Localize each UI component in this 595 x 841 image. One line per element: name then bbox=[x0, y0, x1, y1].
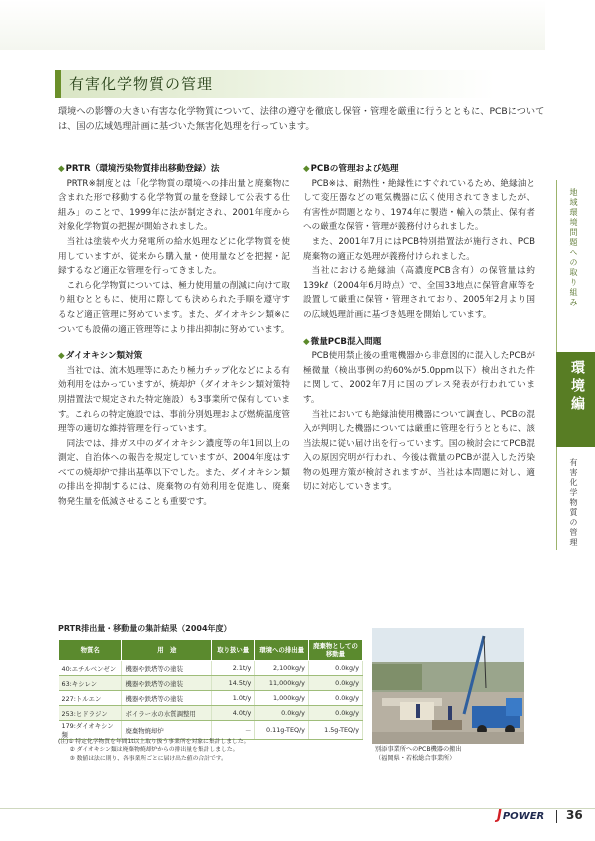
table-cell: 179:ダイオキシン類 bbox=[59, 721, 122, 740]
table-cell: ボイラー水の水質調整用 bbox=[122, 706, 212, 721]
pcb-transport-photo bbox=[372, 628, 524, 744]
header-band bbox=[0, 0, 545, 50]
dioxin-paragraph-2: 同法では、排ガス中のダイオキシン濃度等の年1回以上の測定、自治体への報告を規定していますが、2004年度はすべての焼却炉で排出基準以下でした。また、ダイオキシン類の排出を抑制するには、廃棄物の有効利用を促進し、廃棄物発生量を低減させることも重要です。 bbox=[58, 438, 290, 508]
left-column bbox=[58, 160, 290, 510]
table-cell: 機器や鉄塔等の塗装 bbox=[122, 691, 212, 706]
section-title bbox=[55, 70, 495, 98]
table-header-cell: 物質名 bbox=[59, 640, 122, 661]
table-cell: 機器や鉄塔等の塗装 bbox=[122, 661, 212, 676]
pcb-paragraph-3: 当社における絶縁油（高濃度PCB含有）の保管量は約139kℓ（2004年6月時点）で、全国33地点に保管倉庫等を設置して厳重に保管・管理されており、2005年2月より国の広域処理計画に基づき処理を開始しています。 bbox=[303, 266, 535, 320]
table-cell: 0.0kg/y bbox=[308, 706, 362, 721]
table-cell: 廃棄物焼却炉 bbox=[122, 721, 212, 740]
table-cell: 253:ヒドラジン bbox=[59, 706, 122, 721]
pcb-paragraph-1: PCB※は、耐熱性・絶縁性にすぐれているため、絶縁油として変圧器などの電気機器に広く使用されてきましたが、有害性が問題となり、1974年に製造・輸入の禁止、保有者への厳重な保管・管理が義務付けられました。 bbox=[303, 178, 535, 233]
table-row bbox=[59, 676, 363, 691]
table-cell: 2.1t/y bbox=[212, 661, 255, 676]
table-cell: 1.5g-TEQ/y bbox=[308, 721, 362, 740]
table-cell: 0.0kg/y bbox=[255, 706, 309, 721]
table-cell: 0.0kg/y bbox=[308, 691, 362, 706]
pcb-paragraph-2: また、2001年7月にはPCB特別措置法が施行され、PCB廃棄物の適正な処理が義務付けられました。 bbox=[303, 236, 535, 262]
dioxin-paragraph-1: 当社では、流木処理等にあたり極力チップ化などによる有効利用をはかっていますが、焼却炉（ダイオキシン類対策特別措置法で規定された特定施設）も3事業所で保有しています。これらの特定施設では、事前分別処理および燃焼温度管理等の適切な維持管理を行っています。 bbox=[58, 365, 290, 435]
table-row bbox=[59, 691, 363, 706]
table-header-cell: 取り扱い量 bbox=[212, 640, 255, 661]
table-cell: 2,100kg/y bbox=[255, 661, 309, 676]
jpower-logo bbox=[497, 808, 544, 823]
table-cell: － bbox=[212, 721, 255, 740]
crane-photo-illustration bbox=[372, 628, 524, 744]
trace-pcb-heading: ◆微量PCB混入問題 bbox=[303, 336, 382, 347]
table-header-cell: 廃棄物としての移動量 bbox=[308, 640, 362, 661]
diamond-bullet-icon: ◆ bbox=[303, 164, 310, 174]
prtr-paragraph-3: これら化学物質については、極力使用量の削減に向けて取り組むとともに、使用に際しても決められた手順を遵守するなど適正管理に努めています。また、ダイオキシン類※についても設備の適正管理等により排出抑制に努めています。 bbox=[58, 280, 290, 335]
table-row bbox=[59, 706, 363, 721]
right-column bbox=[303, 160, 535, 495]
page-number: 36 bbox=[566, 808, 583, 822]
page-title: 有害化学物質の管理 bbox=[69, 75, 214, 93]
title-accent-bar bbox=[55, 70, 61, 98]
side-rail-section-tab bbox=[556, 352, 595, 447]
table-title: PRTR排出量・移動量の集計結果（2004年度） bbox=[58, 624, 232, 633]
table-header-row bbox=[59, 640, 363, 661]
logo-text: POWER bbox=[502, 811, 545, 822]
dioxin-heading: ◆ダイオキシン類対策 bbox=[58, 351, 143, 362]
prtr-paragraph-1: PRTR※制度とは「化学物質の環境への排出量と廃棄物に含まれた形で移動する化学物質の量を登録して公表する仕組み」のことで、1999年に法が制定され、2001年度から対象化学物質の把握が開始されました。 bbox=[58, 178, 290, 233]
table-cell: 0.0kg/y bbox=[308, 661, 362, 676]
table-header-cell: 環境への排出量 bbox=[255, 640, 309, 661]
table-row bbox=[59, 661, 363, 676]
prtr-heading: ◆PRTR（環境汚染物質排出移動登録）法 bbox=[58, 164, 220, 174]
table-notes bbox=[58, 738, 368, 763]
pcb-heading: ◆PCBの管理および処理 bbox=[303, 164, 399, 174]
table-cell: 機器や鉄塔等の塗装 bbox=[122, 676, 212, 691]
table-note: ③ 数値は法に則り、各事業所ごとに届け出た値の合計です。 bbox=[58, 755, 227, 762]
table-cell: 1,000kg/y bbox=[255, 691, 309, 706]
table-note: (注)① 特定化学物質を年間1t以上取り扱う事業所を対象に集計しました。 bbox=[58, 739, 250, 745]
side-rail-chapter: 地域環境問題への取り組み bbox=[569, 188, 578, 308]
trace-pcb-paragraph-2: 当社においても絶縁油使用機器について調査し、PCBの混入が判明した機器については厳重に管理を行うとともに、該当法規に従い届け出を行っています。国の検討会にてPCB混入の原因究明が行われ、今後は微量のPCBが混入した汚染物の処理方策が検討されますが、当社は本問題に対し、適切に対応していきます。 bbox=[303, 409, 535, 493]
table-cell: 0.11g-TEQ/y bbox=[255, 721, 309, 740]
side-rail-section-label: 環境編 bbox=[569, 360, 585, 414]
photo-caption bbox=[375, 746, 462, 763]
table-header-cell: 用 途 bbox=[122, 640, 212, 661]
prtr-paragraph-2: 当社は塗装や火力発電所の給水処理などに化学物質を使用していますが、従来から購入量・使用量などを把握・記録するなど適正な管理を行ってきました。 bbox=[58, 236, 290, 277]
table-note: ② ダイオキシン類は廃棄物焼却炉からの排出量を集計しました。 bbox=[58, 747, 239, 754]
diamond-bullet-icon: ◆ bbox=[58, 351, 65, 362]
table-cell: 63:キシレン bbox=[59, 676, 122, 691]
table-cell: 0.0kg/y bbox=[308, 676, 362, 691]
intro-paragraph: 環境への影響の大きい有害な化学物質について、法律の遵守を徹底し保管・管理を厳重に行うとともに、PCBについては、国の広域処理計画に基づいた無害化処理を行っています。 bbox=[58, 106, 545, 132]
page-number-separator bbox=[556, 810, 557, 823]
trace-pcb-paragraph-1: PCB使用禁止後の重電機器から非意図的に混入したPCBが極微量（検出事例の約60%が5.0ppm以下）検出された件に関して、2002年7月に国のプレス発表が行われています。 bbox=[303, 351, 535, 405]
table-cell: 40:エチルベンゼン bbox=[59, 661, 122, 676]
logo-j-mark: J bbox=[497, 808, 502, 823]
diamond-bullet-icon: ◆ bbox=[58, 164, 65, 174]
table-cell: 227:トルエン bbox=[59, 691, 122, 706]
photo-caption-line: （福岡県・若松総合事業所） bbox=[375, 754, 456, 762]
photo-caption-line: 別添事業所へのPCB機器の搬出 bbox=[375, 746, 462, 753]
table-cell: 1.0t/y bbox=[212, 691, 255, 706]
table-cell: 14.5t/y bbox=[212, 676, 255, 691]
side-rail-topic: 有害化学物質の管理 bbox=[569, 458, 578, 548]
table-cell: 4.0t/y bbox=[212, 706, 255, 721]
diamond-bullet-icon: ◆ bbox=[303, 336, 310, 347]
table-cell: 11,000kg/y bbox=[255, 676, 309, 691]
table-row bbox=[59, 721, 363, 740]
prtr-table bbox=[58, 639, 363, 740]
